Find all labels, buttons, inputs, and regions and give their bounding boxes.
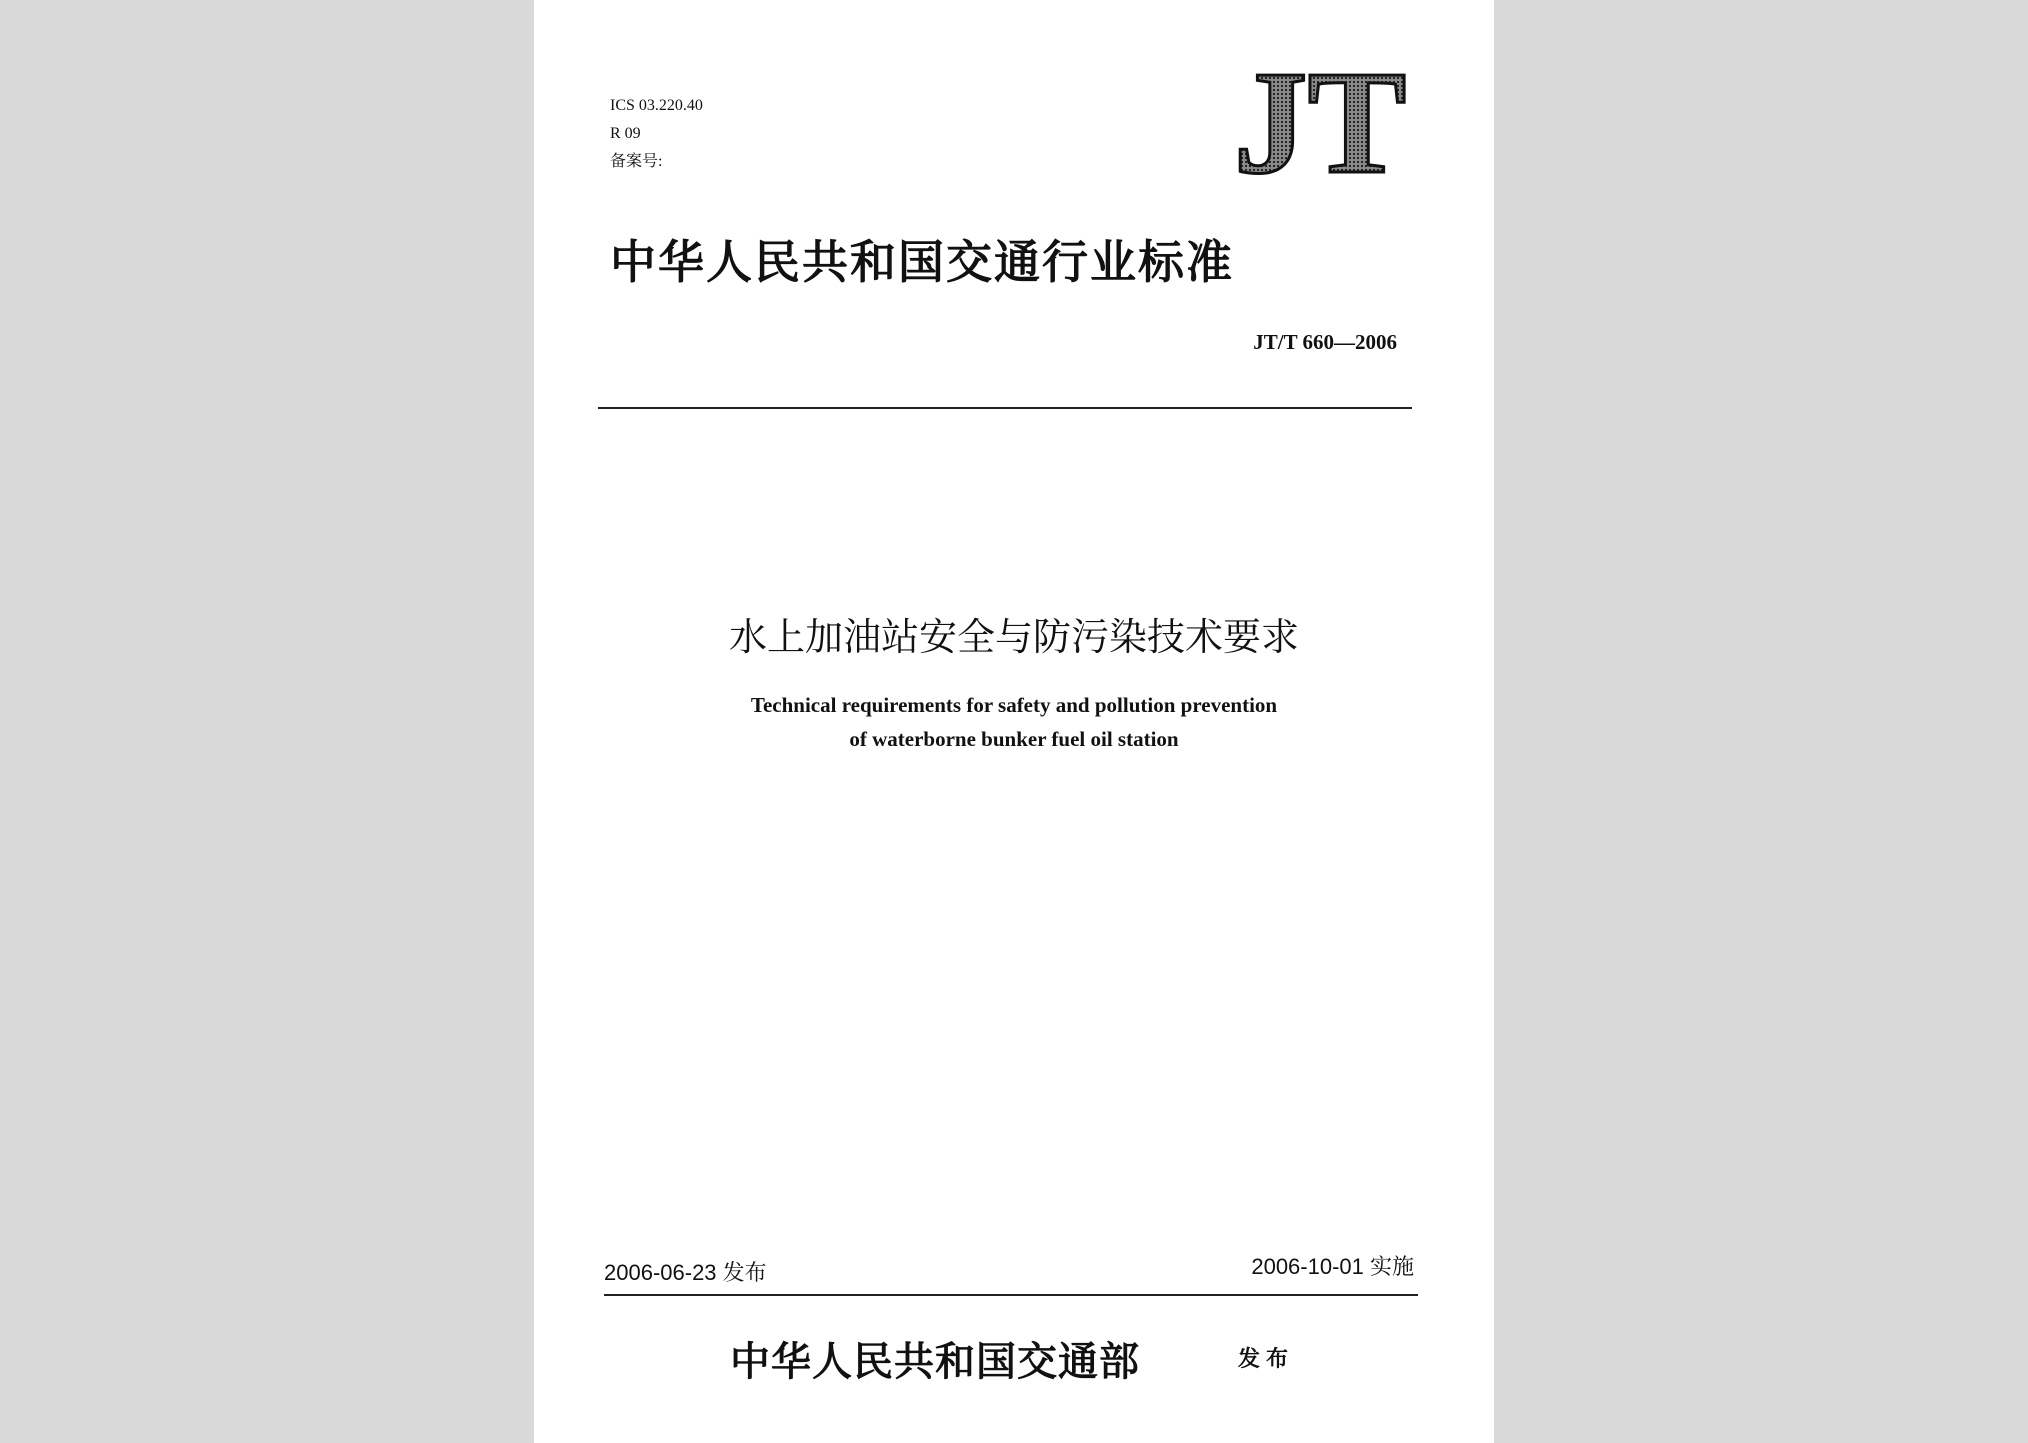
record-number-label: 备案号: xyxy=(610,153,663,170)
issue-date: 2006-06-23 发布 xyxy=(604,1260,767,1285)
document-title-en-line2: of waterborne bunker fuel oil station xyxy=(849,727,1179,751)
category-code: R 09 xyxy=(610,125,641,142)
document-title-en xyxy=(534,688,1494,756)
document-page xyxy=(534,0,1494,1443)
document-title-cn: 水上加油站安全与防污染技术要求 xyxy=(728,615,1299,659)
standard-code: JT/T 660—2006 xyxy=(1253,330,1397,354)
bottom-divider xyxy=(604,1294,1418,1296)
classification-block xyxy=(610,92,703,176)
implementation-date: 2006-10-01 实施 xyxy=(1251,1254,1414,1279)
publish-label: 发布 xyxy=(1238,1346,1295,1372)
ics-number: ICS 03.220.40 xyxy=(610,97,703,114)
document-title-en-line1: Technical requirements for safety and pollution prevention xyxy=(750,693,1278,717)
standard-title: 中华人民共和国交通行业标准 xyxy=(610,235,1234,289)
jt-logo-text: JT xyxy=(1233,64,1407,184)
publisher-name: 中华人民共和国交通部 xyxy=(730,1338,1140,1385)
top-divider xyxy=(598,407,1412,409)
jt-logo xyxy=(1200,64,1440,184)
